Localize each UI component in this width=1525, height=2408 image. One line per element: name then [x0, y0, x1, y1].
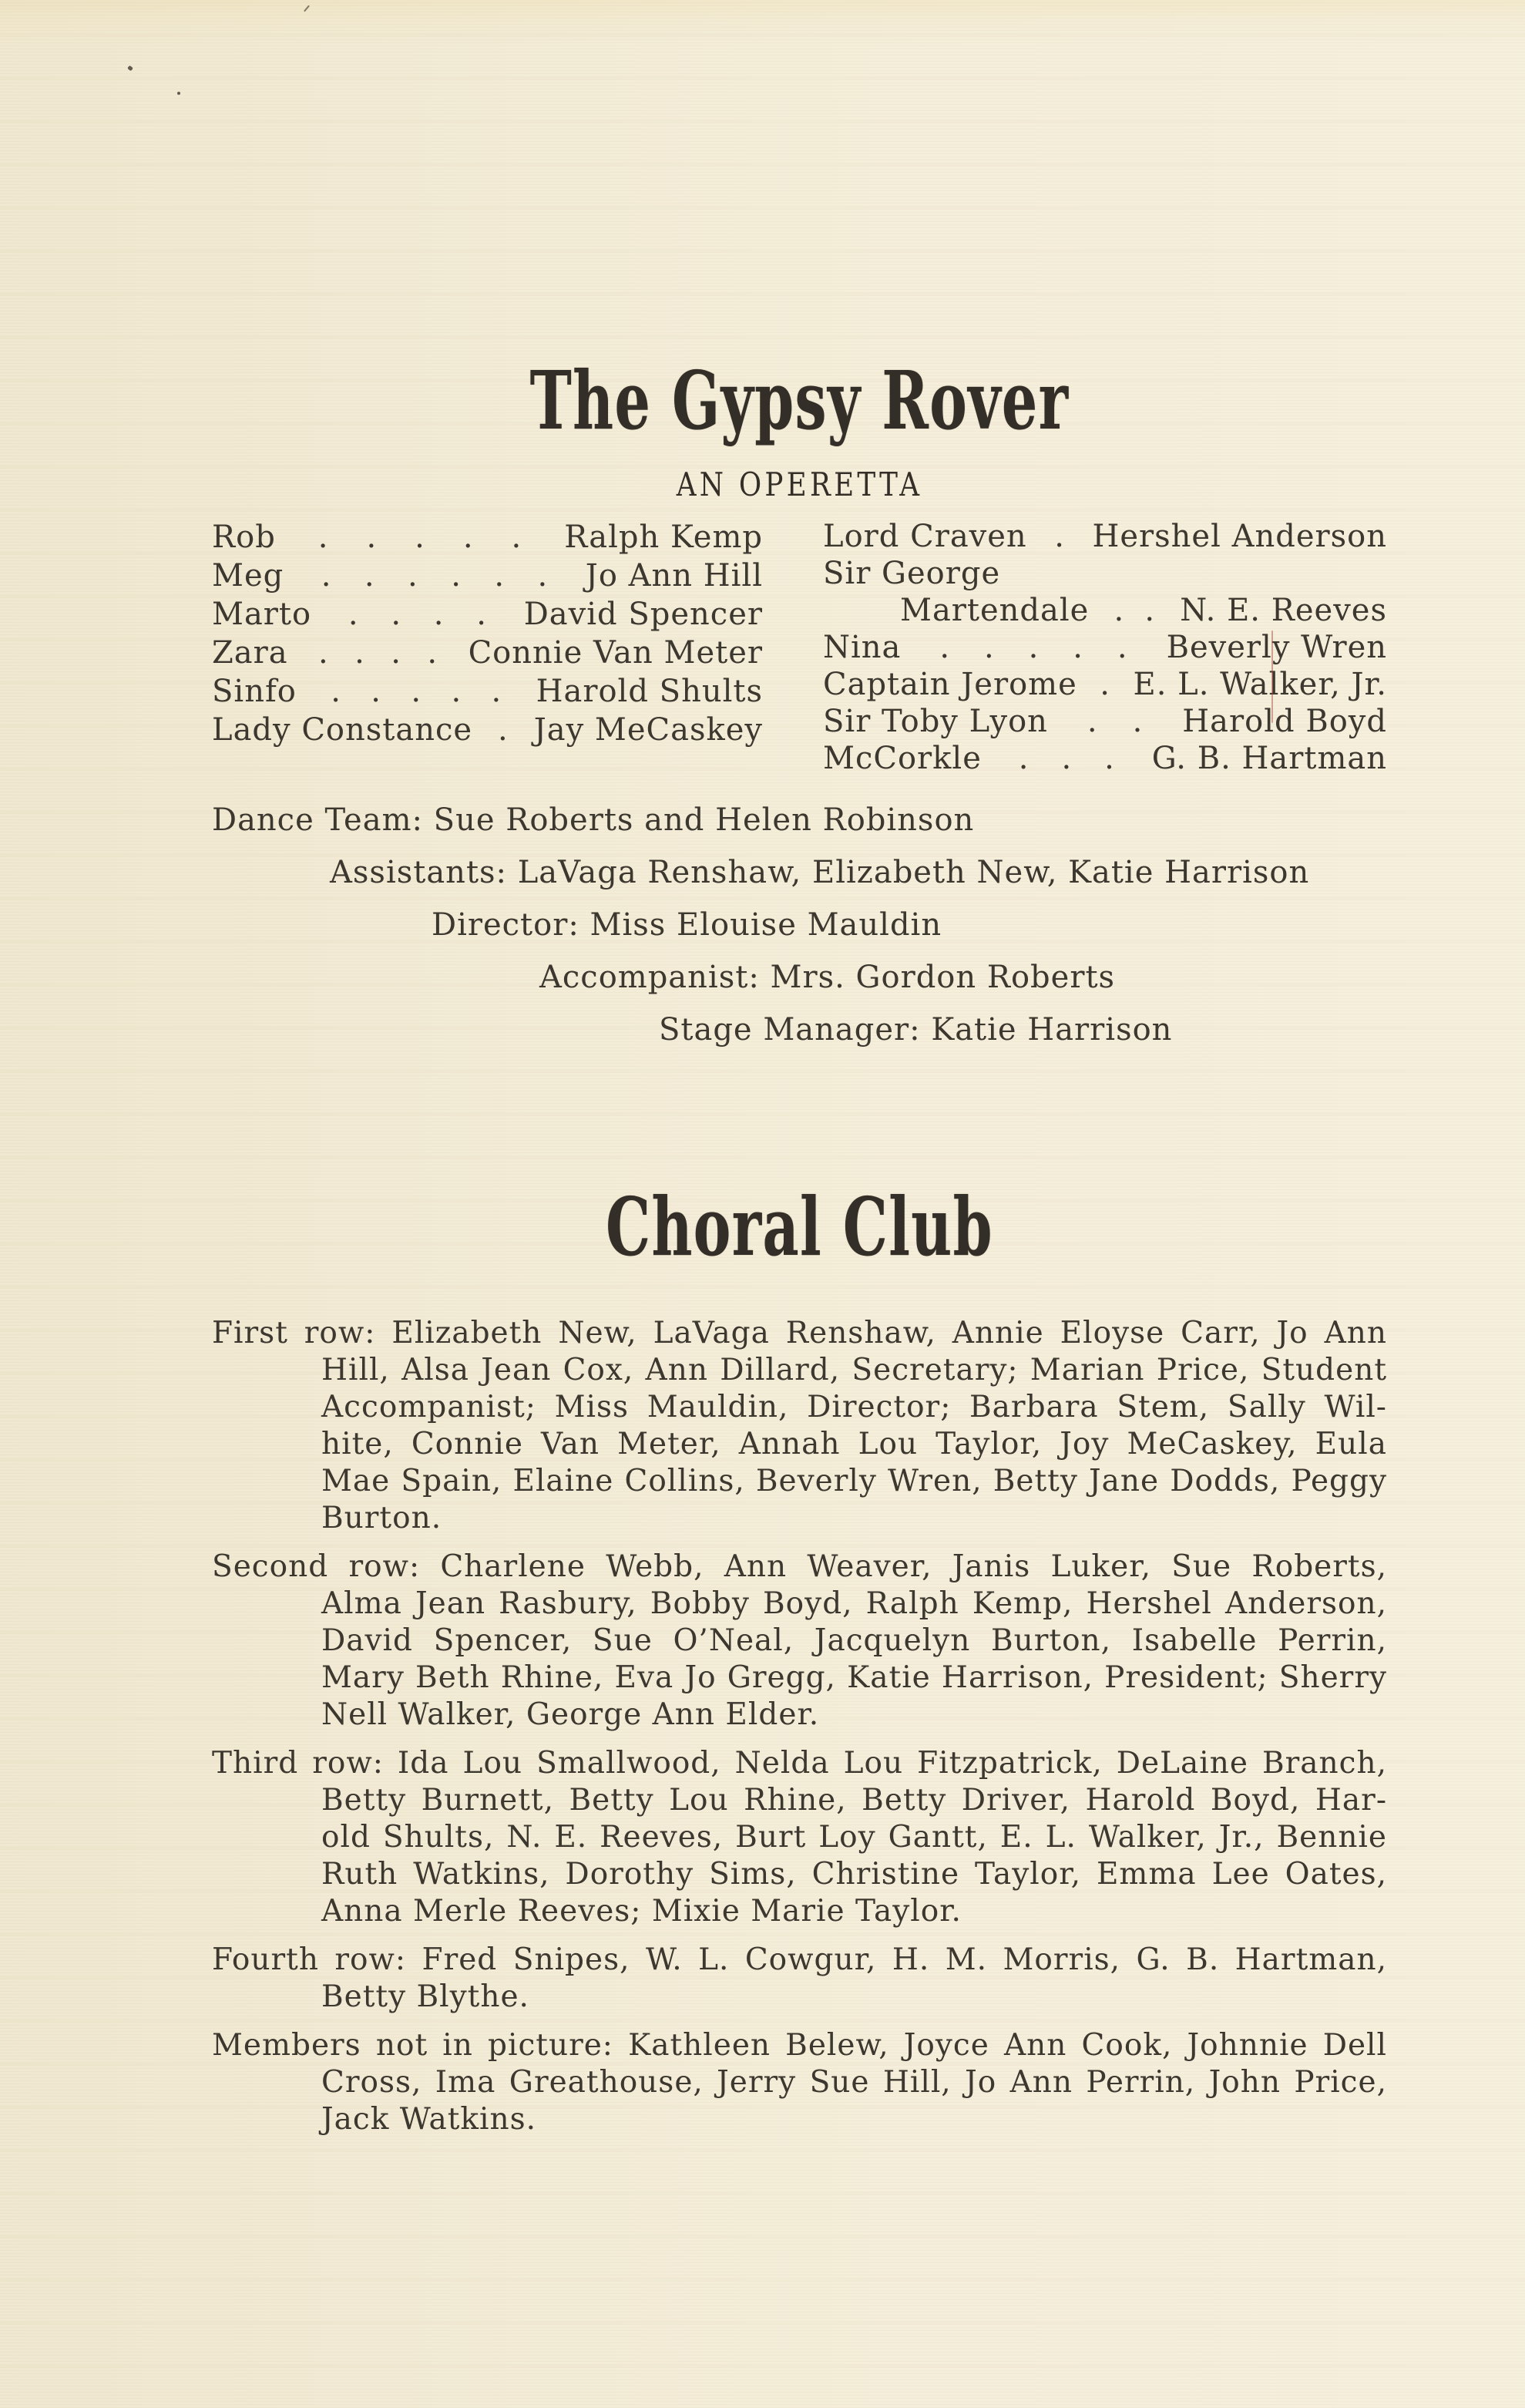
leader-dot: . — [408, 558, 418, 594]
operetta-subtitle: AN OPERETTA — [676, 466, 923, 503]
paper-speck — [177, 92, 180, 95]
roster-line: Members not in picture: Kathleen Belew, Joyce Ann Cook, Johnnie Dell — [212, 2028, 1387, 2063]
leader-dot: . — [462, 520, 474, 555]
leader-dot: . — [331, 674, 341, 709]
cast-role: Marto — [212, 597, 312, 632]
cast-row — [823, 555, 1387, 592]
roster-paragraph — [212, 2027, 1387, 2138]
cast-row — [212, 557, 763, 595]
roster-line: Betty Burnett, Betty Lou Rhine, Betty Driver, Harold Boyd, Har- — [321, 1783, 1387, 1818]
credit-line: Assistants: LaVaga Renshaw, Elizabeth New, Katie Harrison — [330, 855, 1310, 890]
dot-leader — [472, 711, 534, 749]
operetta-title: The Gypsy Rover — [529, 353, 1070, 448]
leader-dot: . — [939, 630, 951, 665]
roster-line: Fourth row: Fred Snipes, W. L. Cowgur, H. M. Morris, G. B. Hartman, — [212, 1942, 1387, 1977]
cast-role: Meg — [212, 558, 284, 594]
cast-row — [212, 518, 763, 557]
leader-dot: . — [364, 558, 375, 594]
cast-row — [823, 703, 1387, 740]
leader-dot: . — [391, 635, 401, 671]
leader-dot: . — [1100, 667, 1111, 702]
cast-role: Sir George — [823, 556, 1001, 591]
leader-dot: . — [1104, 741, 1115, 776]
paper-speck — [127, 66, 133, 72]
roster-line: old Shults, N. E. Reeves, Burt Loy Gantt, E. L. Walker, Jr., Bennie — [321, 1820, 1387, 1855]
leader-dot: . — [411, 674, 422, 709]
dot-leader — [1089, 592, 1180, 629]
cast-actor: G. B. Hartman — [1151, 741, 1387, 776]
cast-actor: Ralph Kemp — [564, 520, 763, 555]
leader-dot: . — [427, 635, 438, 671]
page-content — [212, 0, 1387, 2408]
leader-dot: . — [1054, 519, 1065, 554]
cast-role: Lord Craven — [823, 519, 1027, 554]
cast-row — [823, 740, 1387, 777]
leader-dot: . — [983, 630, 995, 665]
cast-actor: David Spencer — [523, 597, 763, 632]
cast-column-right — [823, 518, 1387, 777]
dot-leader — [297, 672, 536, 711]
roster-line: Jack Watkins. — [321, 2102, 537, 2137]
choral-club-title: Choral Club — [606, 1179, 993, 1274]
leader-dot: . — [391, 597, 402, 632]
leader-dot: . — [491, 674, 502, 709]
leader-dot: . — [537, 558, 549, 594]
credit-line: Accompanist: Mrs. Gordon Roberts — [539, 960, 1116, 995]
leader-dot: . — [318, 635, 329, 671]
cast-role: Nina — [823, 630, 902, 665]
roster-line: Ruth Watkins, Dorothy Sims, Christine Taylor, Emma Lee Oates, — [321, 1857, 1387, 1892]
leader-dot: . — [415, 520, 425, 555]
leader-dot: . — [1144, 593, 1156, 628]
roster-line: Mae Spain, Elaine Collins, Beverly Wren, Betty Jane Dodds, Peggy — [321, 1464, 1387, 1498]
leader-dot: . — [511, 520, 522, 555]
cast-row — [212, 672, 763, 711]
cast-row — [212, 595, 763, 634]
roster-paragraph — [212, 1745, 1387, 1930]
cast-actor: E. L. Walker, Jr. — [1133, 667, 1387, 702]
choral-club-roster — [212, 1315, 1387, 2150]
cast-row — [823, 666, 1387, 703]
dot-leader — [1077, 666, 1134, 703]
credit-line: Stage Manager: Katie Harrison — [659, 1012, 1173, 1048]
roster-line: Burton. — [321, 1501, 442, 1535]
cast-actor: Beverly Wren — [1166, 630, 1387, 665]
leader-dot: . — [1061, 741, 1073, 776]
leader-dot: . — [348, 597, 359, 632]
roster-line: Betty Blythe. — [321, 1979, 529, 2014]
dot-leader — [982, 740, 1152, 777]
cast-role: Zara — [212, 635, 288, 671]
cast-row — [212, 634, 763, 672]
cast-row — [212, 711, 763, 749]
leader-dot: . — [1073, 630, 1083, 665]
leader-dot: . — [317, 520, 329, 555]
cast-role: Lady Constance — [212, 712, 473, 748]
roster-line: Third row: Ida Lou Smallwood, Nelda Lou Fitzpatrick, DeLaine Branch, — [212, 1746, 1387, 1781]
dot-leader — [1027, 518, 1093, 555]
cast-actor: Jo Ann Hill — [585, 558, 763, 594]
dot-leader — [1048, 703, 1182, 740]
roster-paragraph — [212, 1549, 1387, 1734]
dot-leader — [288, 634, 469, 672]
cast-column-left — [212, 518, 763, 777]
cast-actor: Harold Boyd — [1182, 704, 1387, 739]
cast-actor: Hershel Anderson — [1092, 519, 1387, 554]
cast-role: Martendale — [900, 593, 1090, 628]
dot-leader — [311, 595, 524, 634]
leader-dot: . — [451, 558, 462, 594]
cast-role: Rob — [212, 520, 276, 555]
leader-dot: . — [1114, 593, 1125, 628]
roster-line: David Spencer, Sue O’Neal, Jacquelyn Burton, Isabelle Perrin, — [321, 1623, 1387, 1658]
cast-row — [823, 518, 1387, 555]
cast-list — [212, 518, 1387, 777]
dot-leader — [284, 557, 586, 595]
leader-dot: . — [354, 635, 365, 671]
roster-line: Alma Jean Rasbury, Bobby Boyd, Ralph Kemp, Hershel Anderson, — [321, 1586, 1387, 1621]
cast-role: Sinfo — [212, 674, 297, 709]
roster-line: Hill, Alsa Jean Cox, Ann Dillard, Secretary; Marian Price, Student — [321, 1353, 1387, 1387]
cast-role: Sir Toby Lyon — [823, 704, 1048, 739]
cast-actor: Harold Shults — [536, 674, 763, 709]
leader-dot: . — [1087, 704, 1098, 739]
leader-dot: . — [476, 597, 487, 632]
credit-line: Director: Miss Elouise Mauldin — [432, 907, 942, 943]
roster-paragraph — [212, 1942, 1387, 2016]
leader-dot: . — [451, 674, 462, 709]
cast-row — [823, 629, 1387, 666]
leader-dot: . — [1132, 704, 1144, 739]
paper-fiber — [1271, 631, 1273, 723]
roster-line: Nell Walker, George Ann Elder. — [321, 1697, 820, 1732]
leader-dot: . — [494, 558, 506, 594]
cast-actor: Jay MeCaskey — [533, 712, 763, 748]
leader-dot: . — [1018, 741, 1030, 776]
cast-actor: Connie Van Meter — [468, 635, 763, 671]
roster-paragraph — [212, 1315, 1387, 1537]
leader-dot: . — [321, 558, 332, 594]
leader-dot: . — [371, 674, 381, 709]
roster-line: Mary Beth Rhine, Eva Jo Gregg, Katie Harrison, President; Sherry — [321, 1660, 1387, 1695]
cast-actor: N. E. Reeves — [1180, 593, 1387, 628]
roster-line: First row: Elizabeth New, LaVaga Renshaw, Annie Eloyse Carr, Jo Ann — [212, 1316, 1387, 1350]
cast-role: McCorkle — [823, 741, 982, 776]
leader-dot: . — [498, 712, 509, 748]
roster-line: Accompanist; Miss Mauldin, Director; Barbara Stem, Sally Wil- — [321, 1390, 1387, 1424]
dot-leader — [901, 629, 1166, 666]
leader-dot: . — [1028, 630, 1040, 665]
roster-line: hite, Connie Van Meter, Annah Lou Taylor, Joy MeCaskey, Eula — [321, 1427, 1387, 1461]
dot-leader — [276, 518, 564, 557]
roster-line: Anna Merle Reeves; Mixie Marie Taylor. — [321, 1894, 962, 1929]
leader-dot: . — [1117, 630, 1128, 665]
cast-row — [823, 592, 1387, 629]
credit-line: Dance Team: Sue Roberts and Helen Robinson — [212, 802, 975, 838]
roster-line: Cross, Ima Greathouse, Jerry Sue Hill, Jo Ann Perrin, John Price, — [321, 2065, 1387, 2100]
leader-dot: . — [433, 597, 445, 632]
roster-line: Second row: Charlene Webb, Ann Weaver, Janis Luker, Sue Roberts, — [212, 1549, 1387, 1584]
leader-dot: . — [366, 520, 378, 555]
cast-role: Captain Jerome — [823, 667, 1077, 702]
production-credits — [212, 794, 1387, 1056]
